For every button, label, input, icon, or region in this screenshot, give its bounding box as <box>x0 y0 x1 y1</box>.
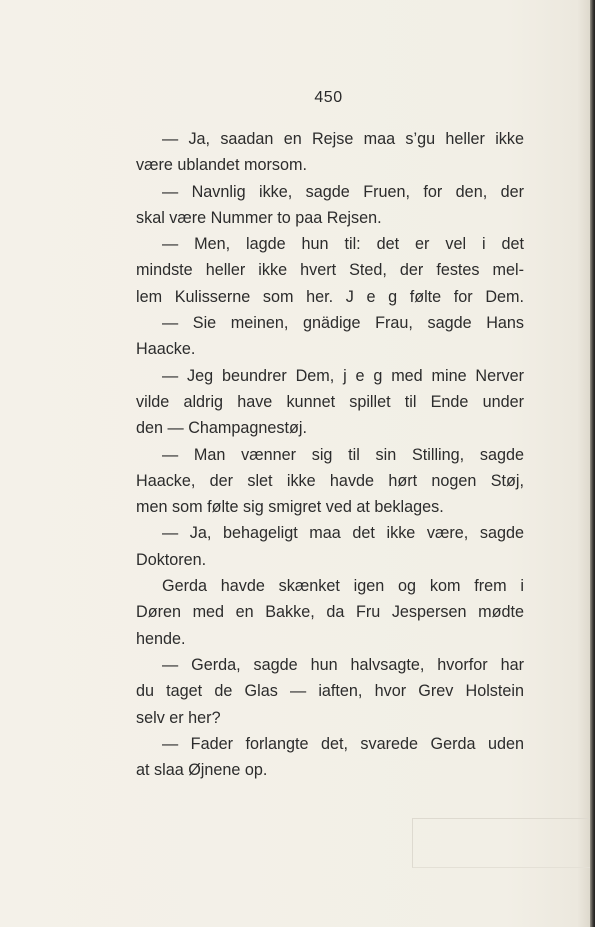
text-line: være ublandet morsom. <box>136 156 307 175</box>
text-line: — Jeg beundrer Dem, j e g med mine Nerver <box>162 366 524 385</box>
text-line: lem Kulisserne som her. J e g følte for Dem. <box>136 287 524 306</box>
text-line: mindste heller ikke hvert Sted, der festes mel- <box>136 261 524 280</box>
text-line: — Gerda, sagde hun halvsagte, hvorfor har <box>162 655 524 674</box>
text-line: — Fader forlangte det, svarede Gerda uden <box>162 734 524 753</box>
text-line: — Man vænner sig til sin Stilling, sagde <box>162 445 524 464</box>
page-edge <box>590 0 595 927</box>
text-line: du taget de Glas — iaften, hvor Grev Holstein <box>136 682 524 701</box>
text-line: Haacke. <box>136 340 196 359</box>
text-line: Haacke, der slet ikke havde hørt nogen Støj, <box>136 471 524 490</box>
text-line: — Sie meinen, gnädige Frau, sagde Hans <box>162 314 524 333</box>
text-line: vilde aldrig have kunnet spillet til Ende under <box>136 392 524 411</box>
text-line: — Men, lagde hun til: det er vel i det <box>162 235 524 254</box>
text-line: — Ja, saadan en Rejse maa s’gu heller ikke <box>162 130 524 148</box>
page-text <box>136 126 524 783</box>
text-line: Doktoren. <box>136 550 207 569</box>
text-line: selv er her? <box>136 708 221 727</box>
text-line: men som følte sig smigret ved at beklages. <box>136 498 444 517</box>
text-line: Gerda havde skænket igen og kom frem i <box>162 577 524 596</box>
text-line: den — Champagnestøj. <box>136 419 307 438</box>
page-number: 450 <box>314 89 343 106</box>
bleed-through-mark <box>412 818 591 868</box>
text-line: Døren med en Bakke, da Fru Jespersen mødte <box>136 603 524 622</box>
text-line: at slaa Øjnene op. <box>136 761 268 780</box>
text-line: hende. <box>136 629 186 648</box>
text-line: skal være Nummer to paa Rejsen. <box>136 208 382 227</box>
text-line: — Navnlig ikke, sagde Fruen, for den, der <box>162 182 524 201</box>
text-line: — Ja, behageligt maa det ikke være, sagde <box>162 524 524 543</box>
